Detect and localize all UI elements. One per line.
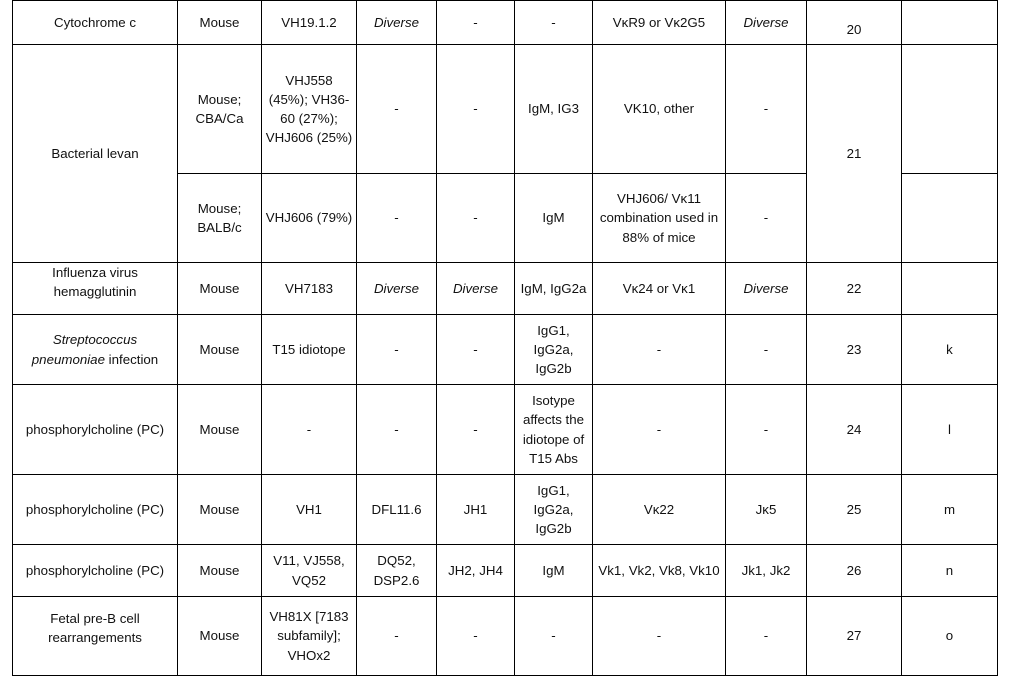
cell-jh: Diverse xyxy=(437,263,515,315)
cell-jk: Jk1, Jk2 xyxy=(726,545,807,597)
cell-jh: - xyxy=(437,45,515,174)
cell-vk: Vκ24 or Vκ1 xyxy=(593,263,726,315)
cell-vk: Vk1, Vk2, Vk8, Vk10 xyxy=(593,545,726,597)
cell-antigen: Influenza virus hemagglutinin xyxy=(13,263,178,315)
cell-note: o xyxy=(902,597,998,676)
cell-ref: 21 xyxy=(807,45,902,263)
cell-jk: Diverse xyxy=(726,1,807,45)
cell-species: Mouse xyxy=(178,597,262,676)
cell-jh: JH2, JH4 xyxy=(437,545,515,597)
cell-antigen xyxy=(13,315,178,385)
table-row xyxy=(13,263,998,315)
cell-ref: 22 xyxy=(807,263,902,315)
cell-d: DFL11.6 xyxy=(357,475,437,545)
table-row xyxy=(13,597,998,676)
cell-jh: JH1 xyxy=(437,475,515,545)
cell-d: - xyxy=(357,385,437,475)
cell-jh: - xyxy=(437,385,515,475)
cell-ref: 25 xyxy=(807,475,902,545)
cell-vh: VH19.1.2 xyxy=(262,1,357,45)
cell-jh: - xyxy=(437,1,515,45)
cell-note: m xyxy=(902,475,998,545)
cell-vh: VH7183 xyxy=(262,263,357,315)
cell-isotype: IgG1, IgG2a, IgG2b xyxy=(515,475,593,545)
cell-vk: Vκ22 xyxy=(593,475,726,545)
cell-species: Mouse xyxy=(178,475,262,545)
cell-vh: - xyxy=(262,385,357,475)
cell-vk: - xyxy=(593,385,726,475)
cell-d: - xyxy=(357,45,437,174)
cell-jk: - xyxy=(726,597,807,676)
cell-isotype: IgM xyxy=(515,545,593,597)
cell-species: Mouse xyxy=(178,263,262,315)
cell-antigen-species: Streptococcus pneumoniae xyxy=(31,332,138,367)
table-row xyxy=(13,1,998,45)
table-row xyxy=(13,315,998,385)
cell-isotype: IgM, IgG2a xyxy=(515,263,593,315)
table-row xyxy=(13,545,998,597)
cell-note: k xyxy=(902,315,998,385)
cell-antigen: Bacterial levan xyxy=(13,45,178,263)
cell-antigen: Fetal pre-B cell rearrangements xyxy=(13,597,178,676)
cell-d: - xyxy=(357,174,437,263)
cell-d: Diverse xyxy=(357,1,437,45)
cell-vk: VK10, other xyxy=(593,45,726,174)
cell-jk: - xyxy=(726,174,807,263)
cell-species: Mouse xyxy=(178,545,262,597)
cell-ref: 27 xyxy=(807,597,902,676)
table-row xyxy=(13,475,998,545)
cell-isotype: - xyxy=(515,1,593,45)
cell-antigen: phosphorylcholine (PC) xyxy=(13,475,178,545)
cell-note: n xyxy=(902,545,998,597)
cell-isotype: Isotype affects the idiotope of T15 Abs xyxy=(515,385,593,475)
cell-jk: - xyxy=(726,315,807,385)
cell-isotype: IgM xyxy=(515,174,593,263)
cell-d: - xyxy=(357,315,437,385)
cell-vk: VκR9 or Vκ2G5 xyxy=(593,1,726,45)
cell-note xyxy=(902,1,998,45)
cell-species: Mouse xyxy=(178,315,262,385)
cell-vh: VHJ606 (79%) xyxy=(262,174,357,263)
cell-ref: 23 xyxy=(807,315,902,385)
cell-jk: Jκ5 xyxy=(726,475,807,545)
cell-antigen: phosphorylcholine (PC) xyxy=(13,545,178,597)
cell-isotype: IgG1, IgG2a, IgG2b xyxy=(515,315,593,385)
cell-species: Mouse; CBA/Ca xyxy=(178,45,262,174)
cell-vh: V11, VJ558, VQ52 xyxy=(262,545,357,597)
table-row xyxy=(13,385,998,475)
cell-ref: 26 xyxy=(807,545,902,597)
cell-antigen-tail: infection xyxy=(104,351,159,367)
cell-vh: T15 idiotope xyxy=(262,315,357,385)
cell-isotype: IgM, IG3 xyxy=(515,45,593,174)
cell-species: Mouse; BALB/c xyxy=(178,174,262,263)
cell-ref: 24 xyxy=(807,385,902,475)
cell-antigen: Cytochrome c xyxy=(13,1,178,45)
cell-jh: - xyxy=(437,315,515,385)
cell-note: l xyxy=(902,385,998,475)
cell-vh: VH81X [7183 subfamily]; VHOx2 xyxy=(262,597,357,676)
cell-jk: - xyxy=(726,385,807,475)
cell-d: DQ52, DSP2.6 xyxy=(357,545,437,597)
cell-ref: 20 xyxy=(807,1,902,45)
cell-jk: Diverse xyxy=(726,263,807,315)
cell-vk: - xyxy=(593,315,726,385)
table-row xyxy=(13,45,998,174)
cell-note xyxy=(902,174,998,263)
cell-antigen: phosphorylcholine (PC) xyxy=(13,385,178,475)
cell-vk: - xyxy=(593,597,726,676)
cell-isotype: - xyxy=(515,597,593,676)
cell-species: Mouse xyxy=(178,385,262,475)
cell-vk: VHJ606/ Vκ11 combination used in 88% of mice xyxy=(593,174,726,263)
cell-species: Mouse xyxy=(178,1,262,45)
cell-jk: - xyxy=(726,45,807,174)
cell-d: - xyxy=(357,597,437,676)
cell-jh: - xyxy=(437,174,515,263)
antibody-gene-table xyxy=(12,0,998,676)
cell-d: Diverse xyxy=(357,263,437,315)
cell-note xyxy=(902,45,998,174)
cell-jh: - xyxy=(437,597,515,676)
cell-note xyxy=(902,263,998,315)
cell-vh: VH1 xyxy=(262,475,357,545)
cell-vh: VHJ558 (45%); VH36-60 (27%); VHJ606 (25%) xyxy=(262,45,357,174)
